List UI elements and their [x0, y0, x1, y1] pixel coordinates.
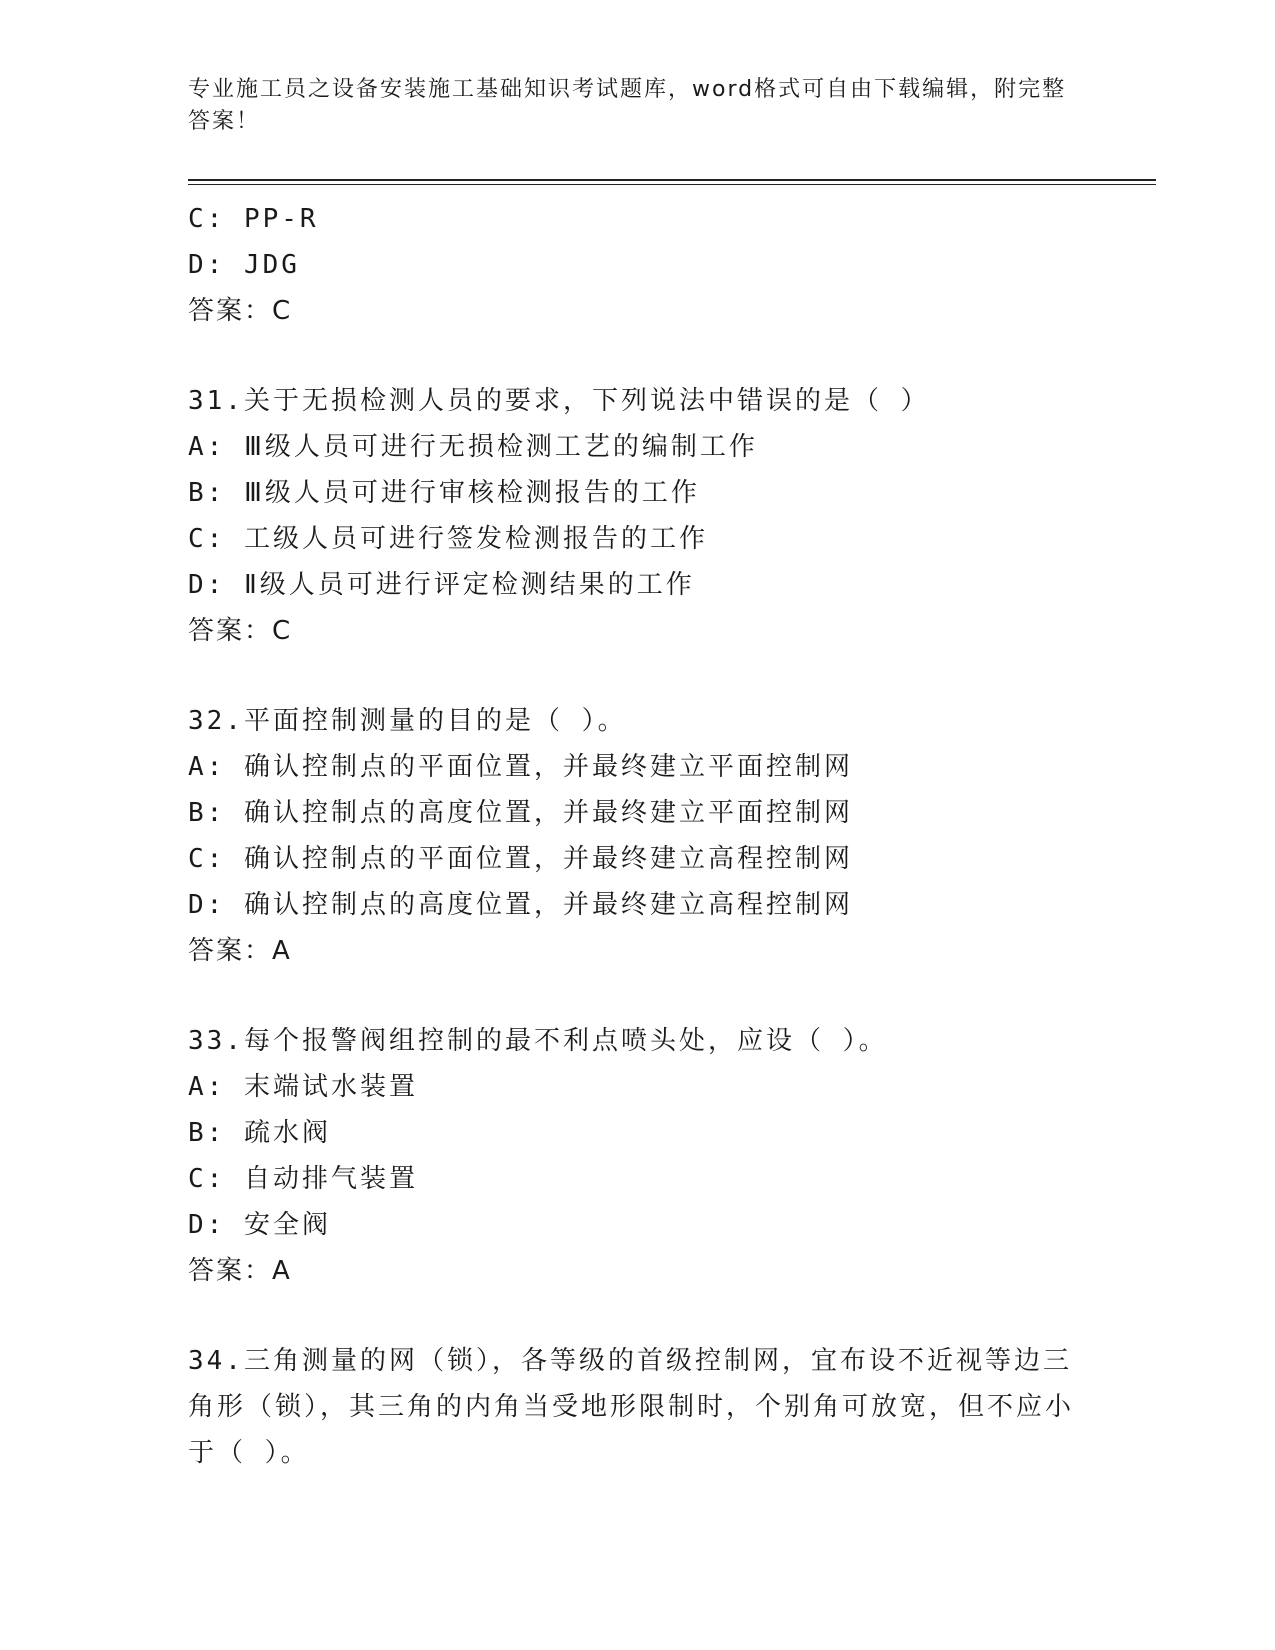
option-b: B: Ⅲ级人员可进行审核检测报告的工作	[188, 478, 700, 508]
page-header: 专业施工员之设备安装施工基础知识考试题库，word格式可自由下载编辑，附完整答案！	[188, 77, 1067, 134]
question-stem: 33.每个报警阀组控制的最不利点喷头处，应设（ ）。	[188, 1026, 888, 1056]
answer-line: 答案：C	[188, 616, 293, 646]
question-32	[188, 698, 1088, 974]
option-c: C: PP-R	[188, 204, 319, 234]
option-d: D: Ⅱ级人员可进行评定检测结果的工作	[188, 570, 695, 600]
question-content	[188, 196, 1088, 1476]
header-rule-thick	[188, 179, 1156, 181]
question-31	[188, 378, 1088, 654]
option-a: A: 末端试水装置	[188, 1072, 418, 1102]
spacer	[188, 1294, 1088, 1338]
spacer	[188, 334, 1088, 378]
option-c: C: 确认控制点的平面位置，并最终建立高程控制网	[188, 844, 853, 874]
option-c: C: 工级人员可进行签发检测报告的工作	[188, 524, 708, 554]
option-c: C: 自动排气装置	[188, 1164, 418, 1194]
question-33	[188, 1018, 1088, 1294]
answer-line: 答案：C	[188, 296, 293, 326]
question-stem: 32.平面控制测量的目的是（ ）。	[188, 706, 627, 736]
option-b: B: 疏水阀	[188, 1118, 331, 1148]
question-stem: 31.关于无损检测人员的要求，下列说法中错误的是（ ）	[188, 386, 930, 416]
option-a: A: 确认控制点的平面位置，并最终建立平面控制网	[188, 752, 853, 782]
spacer	[188, 974, 1088, 1018]
answer-line: 答案：A	[188, 936, 292, 966]
answer-line: 答案：A	[188, 1256, 292, 1286]
header-rule-thin	[188, 184, 1156, 185]
question-stem: 34.三角测量的网（锁），各等级的首级控制网，宜布设不近视等边三角形（锁），其三角的内角当受地形限制时，个别角可放宽，但不应小于（ ）。	[188, 1346, 1075, 1468]
option-d: D: 确认控制点的高度位置，并最终建立高程控制网	[188, 890, 853, 920]
spacer	[188, 654, 1088, 698]
question-34	[188, 1338, 1088, 1476]
option-d: D: JDG	[188, 250, 300, 280]
option-a: A: Ⅲ级人员可进行无损检测工艺的编制工作	[188, 432, 758, 462]
option-d: D: 安全阀	[188, 1210, 331, 1240]
option-b: B: 确认控制点的高度位置，并最终建立平面控制网	[188, 798, 853, 828]
prev-question-block	[188, 196, 1088, 334]
